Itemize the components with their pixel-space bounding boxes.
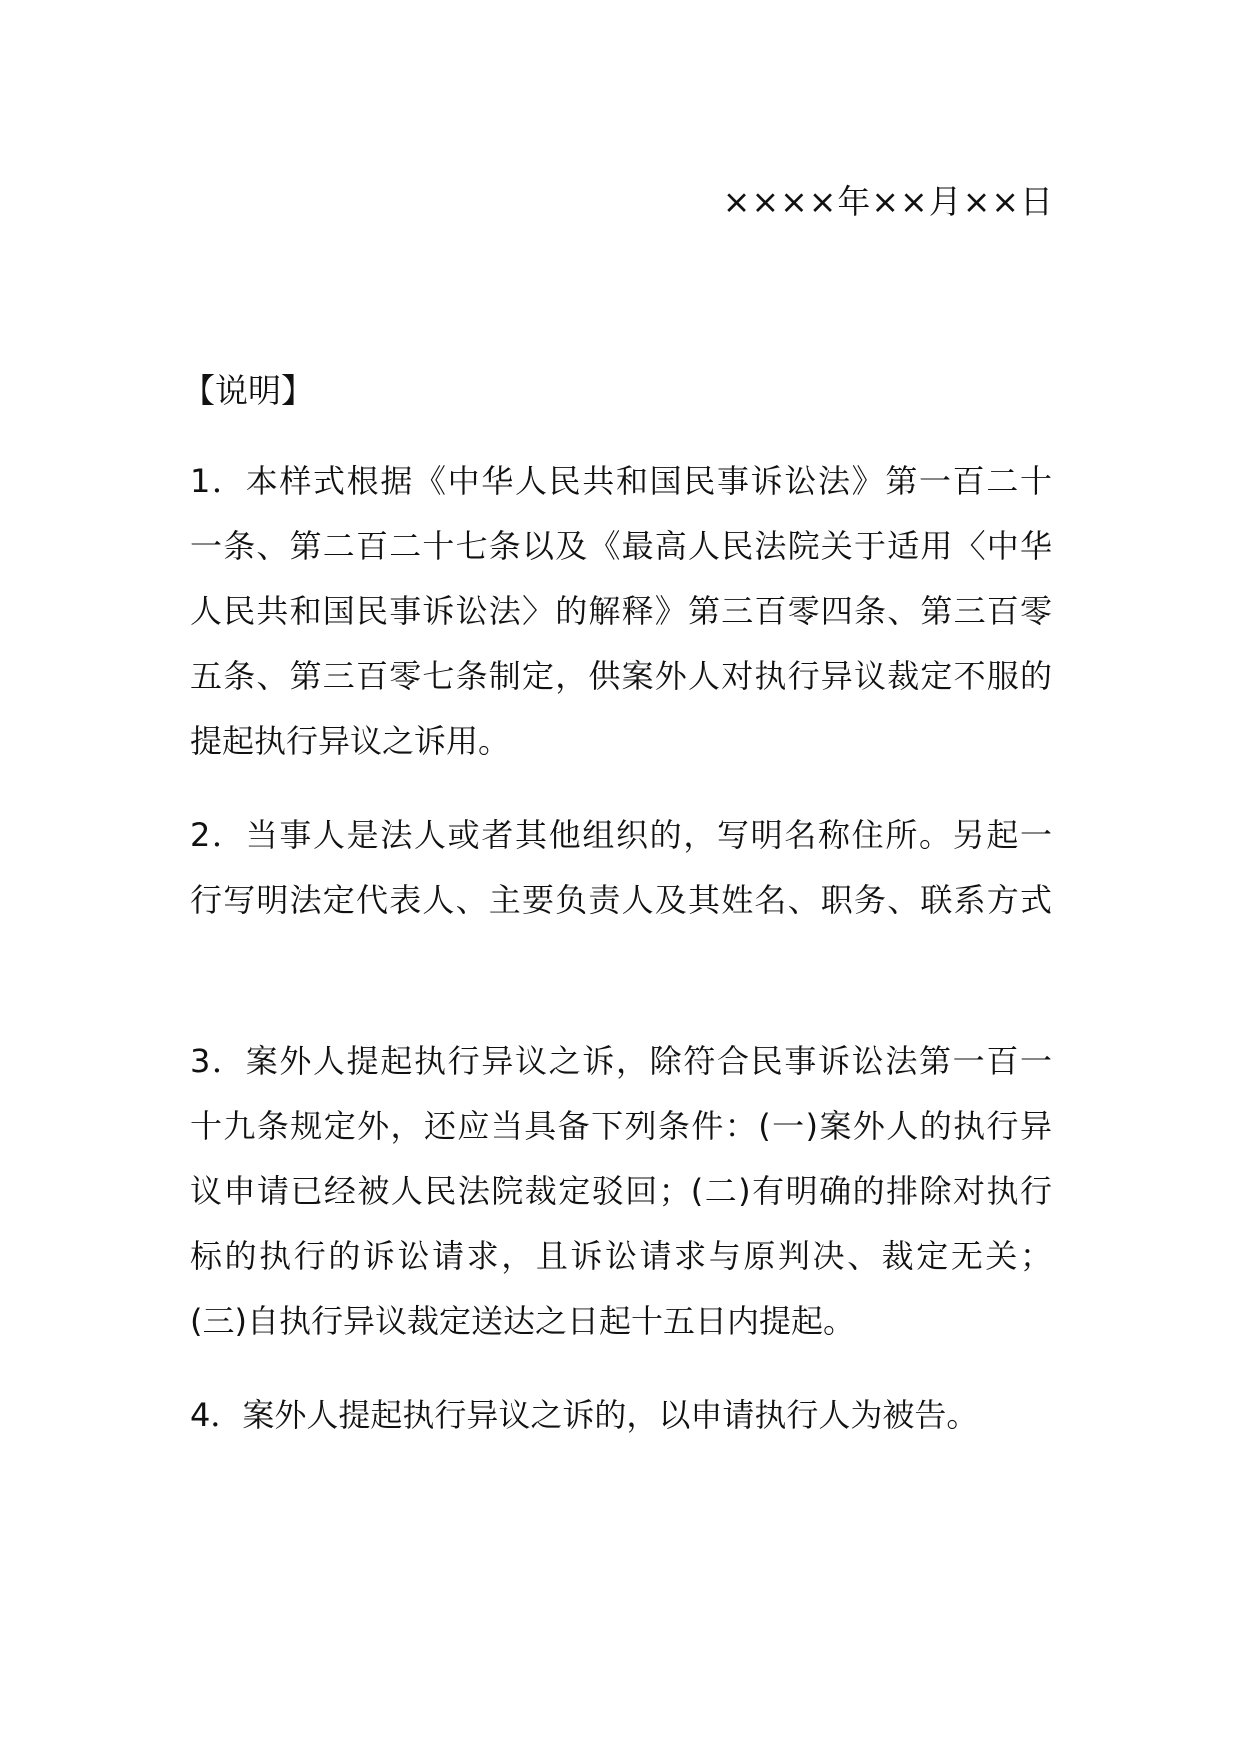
paragraph-line: 议申请已经被人民法院裁定驳回；(二)有明确的排除对执行 [190, 1172, 1052, 1210]
paragraph-line: (三)自执行异议裁定送达之日起十五日内提起。 [190, 1302, 855, 1340]
paragraph-line: 1．本样式根据《中华人民共和国民事诉讼法》第一百二十 [190, 462, 1052, 500]
paragraph-line: 行写明法定代表人、主要负责人及其姓名、职务、联系方式 [190, 881, 1052, 919]
note-paragraph-4 [190, 1383, 1052, 1448]
paragraph-line: 4．案外人提起执行异议之诉的，以申请执行人为被告。 [190, 1396, 979, 1434]
paragraph-line: 五条、第三百零七条制定，供案外人对执行异议裁定不服的 [190, 657, 1052, 695]
paragraph-line: 十九条规定外，还应当具备下列条件：(一)案外人的执行异 [190, 1107, 1052, 1145]
note-paragraph-3 [190, 1029, 1052, 1354]
paragraph-line: 提起执行异议之诉用。 [190, 722, 511, 760]
paragraph-line: 一条、第二百二十七条以及《最高人民法院关于适用〈中华 [190, 527, 1052, 565]
paragraph-line: 2．当事人是法人或者其他组织的，写明名称住所。另起一 [190, 816, 1052, 854]
note-paragraph-1 [190, 449, 1052, 774]
paragraph-line: 标的执行的诉讼请求，且诉讼请求与原判决、裁定无关； [190, 1237, 1052, 1275]
document-date: ××××年××月××日 [722, 182, 1054, 221]
paragraph-line: 人民共和国民事诉讼法〉的解释》第三百零四条、第三百零 [190, 592, 1052, 630]
note-paragraph-2 [190, 803, 1052, 933]
section-heading: 【说明】 [182, 371, 314, 410]
paragraph-line: 3．案外人提起执行异议之诉，除符合民事诉讼法第一百一 [190, 1042, 1052, 1080]
